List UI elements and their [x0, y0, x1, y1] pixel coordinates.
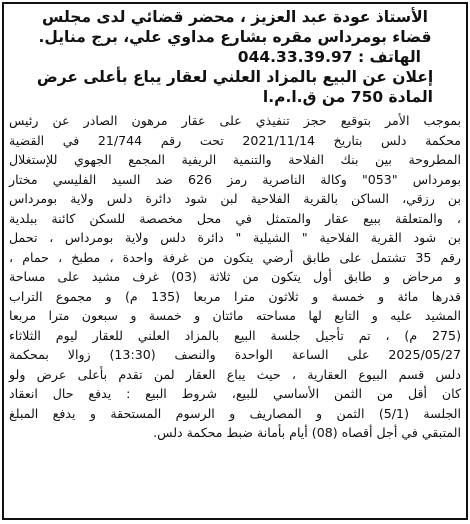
body-line: ، والمتعلقة ببيع عقار والمتمثل في محل مخصصة للسكن كائنة ببلدية	[9, 210, 461, 226]
body-line: و مرحاض و طابق أول يتكون من ثلاثة (03) غرف مشيد على مساحة	[9, 269, 461, 284]
phone-label: الهاتف :	[357, 48, 421, 66]
body-line: رقم 35 تشتمل على طابق أرضي يتكون من غرفة واحدة ، مطبخ ، حمام ،	[9, 249, 461, 265]
body-line: بن رزقي، الساكن بالقرية الفلاحية لبن شود دائرة دلس ولاية بومرداس	[9, 191, 461, 206]
notice-article-line: المادة 750 من ق.ا.م.ا	[262, 88, 433, 106]
body-line: 2025/05/27 على الساعة الواحدة والنصف (13:30) زوالا بمحكمة	[9, 347, 461, 362]
bailiff-header	[9, 7, 461, 67]
body-line: المتبقي في أجل أقصاه (08) أيام بأمانة ضبط محكمة دلس.	[153, 425, 461, 440]
body-line: (275 م) ، تم تأجيل جلسة البيع بالمزاد العلني للعقار ليوم الثلاثاء	[9, 327, 461, 343]
notice-body	[9, 111, 461, 443]
notice-title	[9, 67, 461, 107]
body-line: الجلسة (5/1) الثمن و المصاريف و الرسوم المستحقة و يدفع المبلغ	[9, 405, 461, 421]
body-line: محكمة دلس بتاريخ 2021/11/14 تحت رقم 21/744 في القضية	[9, 132, 461, 148]
legal-notice	[2, 2, 468, 520]
phone-row	[9, 47, 461, 67]
body-line: بومرداس "053" وكالة الناصرية رمز 626 ضد السيد الفليسي مختار	[9, 171, 461, 187]
body-line: كان أقل من الثمن الأساسي للبيع، شروط البيع : يدفع حال انعقاد	[9, 386, 461, 401]
phone-number: 044.33.39.97	[237, 48, 353, 66]
body-line: المطروحة بين بنك الفلاحة والتنمية الريفية المجمع الجهوي للإستغلال	[9, 152, 461, 167]
body-line: دلس قسم البيوع العقارية ، حيث يباع العقار لمن تقدم بأعلى عرض ولو	[9, 366, 461, 382]
body-line: المشيد عليه و التابع لها مساحته مائتان و خمسة و سبعون مترا مربعا	[9, 308, 461, 323]
bailiff-name-line: الأستاذ عودة عبد العزيز ، محضر قضائي لدى مجلس	[42, 8, 428, 26]
notice-title-line: إعلان عن البيع بالمزاد العلني لعقار يباع بأعلى عرض	[36, 68, 434, 86]
body-line: بن شود القرية الفلاحية " الشيلية " دائرة دلس ولاية بومرداس ، تحمل	[9, 230, 461, 245]
body-line: بموجب الأمر بتوقيع حجز تنفيذي على عقار مرهون الصادر عن رئيس	[9, 113, 461, 128]
bailiff-address-line: قضاء بومرداس مقره بشارع مداوي علي، برج منايل.	[38, 28, 432, 46]
body-line: قدرها مائة و خمسة و ثلاثون مترا مربعا (135 م) و مجموع التراب	[9, 288, 461, 304]
